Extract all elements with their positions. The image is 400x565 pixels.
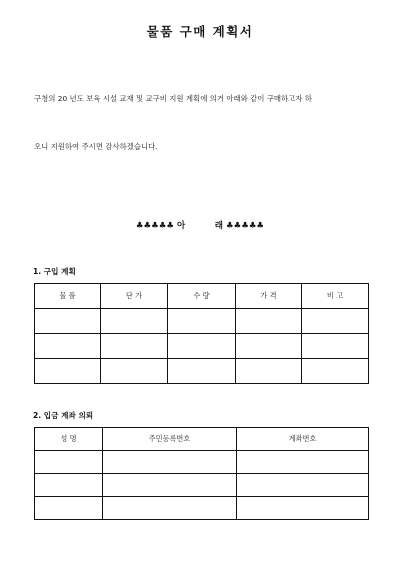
section-2-title: 2. 입금 계좌 의뢰 xyxy=(33,411,94,420)
table-cell[interactable] xyxy=(101,309,168,334)
table-cell[interactable] xyxy=(35,334,101,359)
table-row xyxy=(35,497,369,520)
table-cell[interactable] xyxy=(35,309,101,334)
table-cell[interactable] xyxy=(101,359,168,384)
table-row xyxy=(35,451,369,474)
intro-line-1: 구청의 20 년도 보육 시설 교재 및 교구비 지원 계획에 의거 아래와 같이 구매하고자 하 xyxy=(34,94,312,103)
center-heading: ♣♣♣♣♣ 아 래 ♣♣♣♣♣ xyxy=(135,221,265,231)
table-cell[interactable] xyxy=(237,497,369,520)
table-cell[interactable] xyxy=(35,474,103,497)
header-remarks: 비 고 xyxy=(302,284,369,309)
header-price: 가 격 xyxy=(236,284,302,309)
header-resident-number: 주민등록번호 xyxy=(103,428,237,451)
table-cell[interactable] xyxy=(101,334,168,359)
table-cell[interactable] xyxy=(35,497,103,520)
table-row xyxy=(35,334,369,359)
header-unit-price: 단 가 xyxy=(101,284,168,309)
table-cell[interactable] xyxy=(302,309,369,334)
table-cell[interactable] xyxy=(103,474,237,497)
table-header-row xyxy=(35,284,369,309)
table-cell[interactable] xyxy=(103,451,237,474)
deposit-account-table xyxy=(34,427,369,520)
header-item: 물 품 xyxy=(35,284,101,309)
table-cell[interactable] xyxy=(35,451,103,474)
table-cell[interactable] xyxy=(103,497,237,520)
table-cell[interactable] xyxy=(168,359,236,384)
table-header-row xyxy=(35,428,369,451)
table-cell[interactable] xyxy=(168,334,236,359)
section-1-title: 1. 구입 계획 xyxy=(33,267,76,276)
header-account-number: 계좌번호 xyxy=(237,428,369,451)
table-cell[interactable] xyxy=(236,359,302,384)
header-name: 성 명 xyxy=(35,428,103,451)
intro-line-2: 오니 지원하여 주시면 감사하겠습니다. xyxy=(34,142,158,151)
table-cell[interactable] xyxy=(302,334,369,359)
table-cell[interactable] xyxy=(168,309,236,334)
table-row xyxy=(35,474,369,497)
table-cell[interactable] xyxy=(236,309,302,334)
table-cell[interactable] xyxy=(302,359,369,384)
table-cell[interactable] xyxy=(236,334,302,359)
table-row xyxy=(35,309,369,334)
intro-paragraph xyxy=(34,59,374,171)
table-cell[interactable] xyxy=(35,359,101,384)
purchase-plan-table xyxy=(34,283,369,384)
table-cell[interactable] xyxy=(237,474,369,497)
table-cell[interactable] xyxy=(237,451,369,474)
table-row xyxy=(35,359,369,384)
header-quantity: 수 량 xyxy=(168,284,236,309)
document-title: 물품 구매 계획서 xyxy=(146,24,254,39)
